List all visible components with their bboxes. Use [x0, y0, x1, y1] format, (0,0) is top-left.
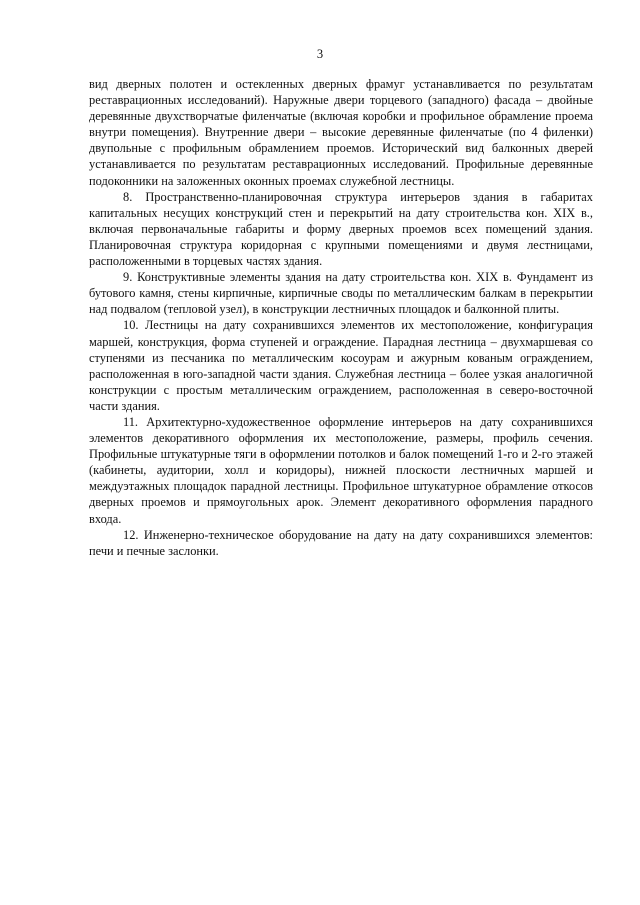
paragraph-item-11: 11. Архитектурно-художественное оформление интерьеров на дату сохранившихся элементов декоративного оформления их местоположение, размеры, профиль сечения. Профильные штукатурные тяги в оформлении потолков и балок помещений 1-го и 2-го этажей (кабинеты, аудитории, холл и коридоры), нижней плоскости лестничных маршей и междуэтажных площадок парадной лестницы. Профильное штукатурное обрамление откосов дверных проемов и прямоугольных арок. Элемент декоративного оформления парадного входа.	[89, 414, 593, 526]
paragraph-item-8: 8. Пространственно-планировочная структура интерьеров здания в габаритах капитальных несущих конструкций стен и перекрытий на дату строительства кон. XIX в., включая первоначальные габариты и форму дверных проемов всех помещений здания. Планировочная структура коридорная с крупными помещениями и двумя лестницами, расположенными в торцевых частях здания.	[89, 189, 593, 269]
page-number: 3	[316, 47, 324, 61]
paragraph-item-12: 12. Инженерно-техническое оборудование на дату на дату сохранившихся элементов: печи и печные заслонки.	[89, 527, 593, 558]
paragraph-item-9: 9. Конструктивные элементы здания на дату строительства кон. XIX в. Фундамент из бутового камня, стены кирпичные, кирпичные своды по металлическим балкам в перекрытии над подвалом (тепловой узел), в конструкции лестничных площадок и балконной плиты.	[89, 270, 593, 317]
paragraph-item-10: 10. Лестницы на дату сохранившихся элементов их местоположение, конфигурация маршей, конструкция, форма ступеней и ограждение. Парадная лестница – двухмаршевая со ступенями из песчаника по металлическим косоурам и ажурным кованым ограждением, расположенная в юго-западной части здания. Служебная лестница – более узкая аналогичной конструкции с простым металлическим ограждением, расположенная в северо-восточной части здания.	[89, 318, 593, 413]
paragraph-continuation: вид дверных полотен и остекленных дверных фрамуг устанавливается по результатам реставрационных исследований). Наружные двери торцевого (западного) фасада – двойные деревянные двухстворчатые филенчатые (включая коробки и профильное обрамление проема внутри помещения). Внутренние двери – высокие деревянные филенчатые (по 4 филенки) двупольные с профильным обрамлением проемов. Исторический вид балконных дверей устанавливается по результатам реставрационных исследований. Профильные деревянные подоконники на заложенных оконных проемах служебной лестницы.	[89, 77, 593, 188]
document-body	[89, 76, 593, 559]
